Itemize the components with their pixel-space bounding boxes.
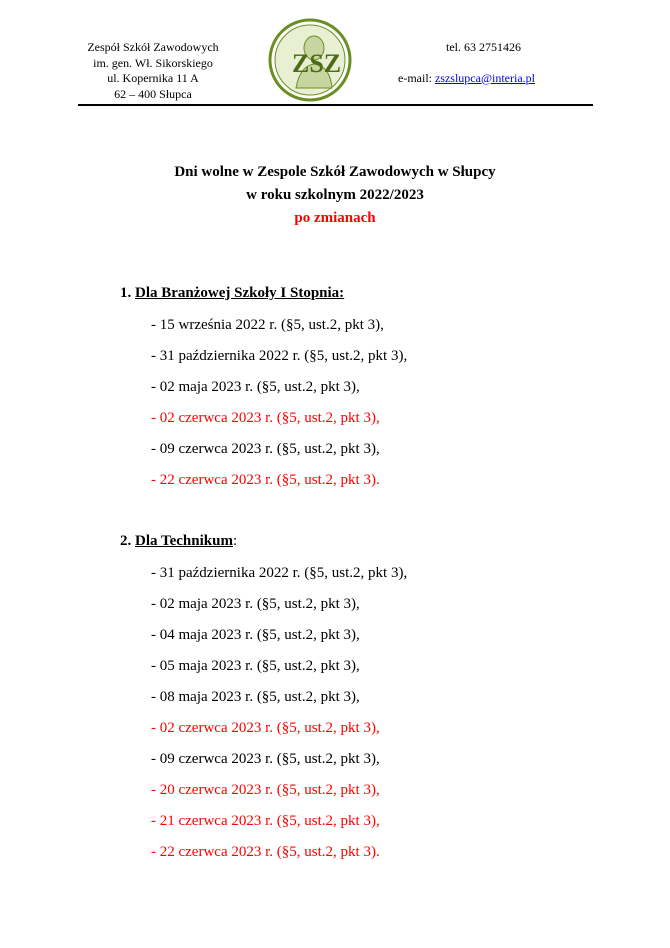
email-link[interactable]: zszslupca@interia.pl [434, 70, 535, 85]
day-off-item: - 02 maja 2023 r. (§5, ust.2, pkt 3), [151, 379, 360, 395]
day-off-item: - 15 września 2022 r. (§5, ust.2, pkt 3), [151, 317, 384, 333]
document-title [0, 161, 670, 230]
section-number: 2. [120, 533, 135, 549]
title-line-2: w roku szkolnym 2022/2023 [246, 187, 424, 203]
section-heading-technikum [120, 533, 237, 550]
address-line: ul. Kopernika 11 A [107, 71, 199, 85]
letterhead [78, 14, 593, 106]
section-suffix: : [232, 533, 238, 549]
day-off-item: - 09 czerwca 2023 r. (§5, ust.2, pkt 3), [151, 751, 380, 767]
day-off-item: - 02 maja 2023 r. (§5, ust.2, pkt 3), [151, 596, 360, 612]
address-line: im. gen. Wł. Sikorskiego [93, 55, 213, 70]
contact-info [398, 40, 593, 86]
address-line: 62 – 400 Słupca [114, 86, 192, 101]
email-label: e-mail: [398, 70, 435, 85]
phone-number: tel. 63 2751426 [446, 40, 521, 54]
title-changes-note: po zmianach [294, 210, 376, 226]
day-off-item: - 04 maja 2023 r. (§5, ust.2, pkt 3), [151, 627, 360, 643]
school-address [78, 40, 228, 102]
day-off-item: - 02 czerwca 2023 r. (§5, ust.2, pkt 3), [151, 410, 380, 426]
section-name: Dla Technikum [135, 533, 233, 549]
section-name: Dla Branżowej Szkoły I Stopnia: [135, 285, 345, 301]
logo-letters: ZSZ [292, 49, 342, 78]
days-off-list-branzowa [151, 310, 407, 496]
day-off-item: - 22 czerwca 2023 r. (§5, ust.2, pkt 3). [151, 844, 380, 860]
day-off-item: - 20 czerwca 2023 r. (§5, ust.2, pkt 3), [151, 782, 380, 798]
day-off-item: - 09 czerwca 2023 r. (§5, ust.2, pkt 3), [151, 441, 380, 457]
email-line [398, 71, 593, 87]
title-line-1: Dni wolne w Zespole Szkół Zawodowych w Słupcy [174, 164, 496, 180]
day-off-item: - 08 maja 2023 r. (§5, ust.2, pkt 3), [151, 689, 360, 705]
section-heading-branzowa [120, 285, 344, 302]
day-off-item: - 31 października 2022 r. (§5, ust.2, pkt 3), [151, 565, 408, 581]
day-off-item: - 02 czerwca 2023 r. (§5, ust.2, pkt 3), [151, 720, 380, 736]
school-logo-icon [268, 18, 352, 102]
day-off-item: - 05 maja 2023 r. (§5, ust.2, pkt 3), [151, 658, 360, 674]
address-line: Zespół Szkół Zawodowych [87, 40, 219, 54]
section-number: 1. [120, 285, 135, 301]
day-off-item: - 22 czerwca 2023 r. (§5, ust.2, pkt 3). [151, 472, 380, 488]
day-off-item: - 31 października 2022 r. (§5, ust.2, pkt 3), [151, 348, 408, 364]
day-off-item: - 21 czerwca 2023 r. (§5, ust.2, pkt 3), [151, 813, 380, 829]
days-off-list-technikum [151, 558, 407, 868]
